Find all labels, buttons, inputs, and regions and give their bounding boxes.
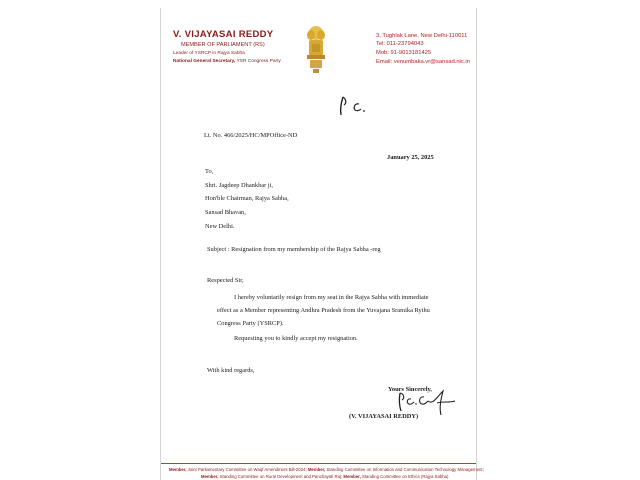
reference-number: Lt. No. 466/2025/HC/MPOffice-ND (204, 132, 298, 139)
letterhead-role-2: National General Secretary, YSR Congress Party (173, 59, 281, 64)
signatory-name: (V. VIJAYASAI REDDY) (349, 413, 419, 420)
recipient-line: Sansad Bhavan, (205, 209, 246, 216)
mobile: Mob: 91-9013181425 (376, 50, 432, 56)
body-line: I hereby voluntarily resign from my seat in the Rajya Sabha with immediate (234, 294, 429, 301)
national-emblem-icon (304, 24, 328, 76)
footer-line: Member, Standing Committee on Rural Development and Panchayati Raj; Member, Standing Committee on Ethics (Rajya Sabha) (201, 474, 449, 479)
recipient-line: New Delhi. (205, 223, 235, 230)
telephone: Tel: 011-23794043 (376, 41, 424, 47)
letter-date: January 25, 2025 (387, 154, 434, 161)
salutation: Respected Sir, (207, 277, 244, 284)
body-line: effect as a Member representing Andhra Pradesh from the Yuvajana Sramika Rythu (217, 307, 430, 314)
email-link[interactable]: venumbaka.vr@sansad.nic.in (393, 59, 470, 65)
letter-page (160, 8, 484, 480)
body-line: Congress Party (YSRCP). (217, 320, 284, 327)
letterhead-title: MEMBER OF PARLIAMENT (RS) (181, 42, 265, 48)
address: 3, Tughlak Lane, New Delhi-110011 (376, 33, 468, 39)
footer-divider (161, 463, 476, 464)
to-line: To, (205, 168, 214, 175)
yours-sincerely: Yours Sincerely, (388, 386, 432, 393)
recipient-line: Hon'ble Chairman, Rajya Sabha, (205, 195, 289, 202)
closing-line: With kind regards, (207, 367, 255, 374)
email: Email: venumbaka.vr@sansad.nic.in (376, 59, 470, 65)
letterhead-name: V. VIJAYASAI REDDY (173, 29, 274, 40)
letterhead-role-1: Leader of YSRCP in Rajya Sabha (173, 51, 245, 56)
footer-line: Member, Joint Parliamentary Committee on Waqf Amendment Bill-2024; Member, Standing Committee on Information and Communication Technology Management; (169, 467, 484, 472)
subject-line: Subject : Resignation from my membership of the Rajya Sabha -reg (207, 246, 381, 253)
recipient-line: Shri. Jagdeep Dhankhar ji, (205, 182, 273, 189)
handwritten-initials (337, 93, 373, 117)
request-line: Requesting you to kindly accept my resignation. (234, 335, 358, 342)
